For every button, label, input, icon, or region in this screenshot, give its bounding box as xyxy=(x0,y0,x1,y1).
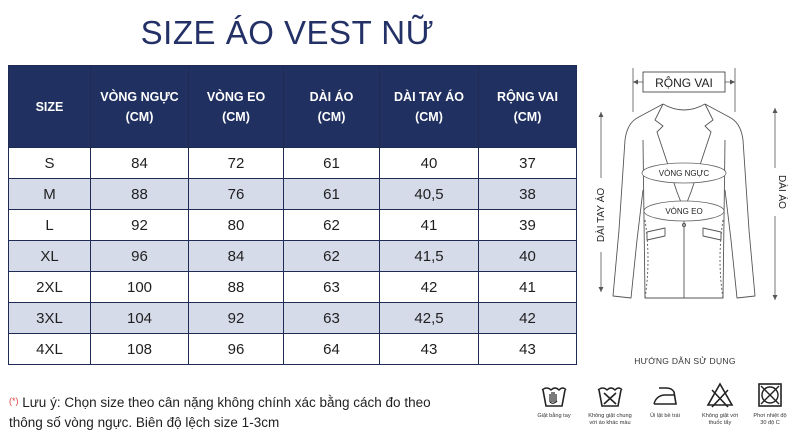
size-table xyxy=(8,65,577,365)
cell-size: S xyxy=(9,148,91,179)
care-item: Phơi nhiệt độ 30 độ C xyxy=(747,380,793,427)
chest-measure xyxy=(642,163,726,183)
cell-length: 62 xyxy=(284,210,380,241)
cell-shoulder: 42 xyxy=(479,303,577,334)
cell-length: 62 xyxy=(284,241,380,272)
table-row xyxy=(9,303,577,334)
cell-size: 3XL xyxy=(9,303,91,334)
cell-shoulder: 38 xyxy=(479,179,577,210)
dry-temp-icon xyxy=(755,380,785,410)
care-label: Giặt bằng tay xyxy=(537,413,571,419)
table-row xyxy=(9,210,577,241)
blazer-diagram xyxy=(585,60,790,310)
care-label: Không giặt chung xyxy=(588,413,632,419)
cell-sleeve: 41,5 xyxy=(380,241,479,272)
note-line-1: Lưu ý: Chọn size theo cân nặng không chính xác bằng cách đo theo xyxy=(22,395,431,410)
cell-shoulder: 40 xyxy=(479,241,577,272)
header-length: DÀI ÁO (CM) xyxy=(284,66,380,148)
care-item xyxy=(642,380,688,420)
cell-sleeve: 43 xyxy=(380,334,479,365)
cell-waist: 96 xyxy=(189,334,284,365)
waist-measure xyxy=(644,201,724,221)
table-header-row xyxy=(9,66,577,148)
cell-waist: 80 xyxy=(189,210,284,241)
chest-label: VÒNG NGỰC xyxy=(658,169,710,178)
cell-length: 63 xyxy=(284,303,380,334)
cell-chest: 104 xyxy=(91,303,189,334)
cell-size: 4XL xyxy=(9,334,91,365)
cell-sleeve: 40,5 xyxy=(380,179,479,210)
cell-sleeve: 40 xyxy=(380,148,479,179)
table-row xyxy=(9,179,577,210)
header-chest: VÒNG NGỰC (CM) xyxy=(91,66,189,148)
cell-waist: 88 xyxy=(189,272,284,303)
cell-shoulder: 37 xyxy=(479,148,577,179)
cell-size: XL xyxy=(9,241,91,272)
header-size: SIZE xyxy=(9,66,91,148)
waist-label: VÒNG EO xyxy=(665,207,703,216)
header-sleeve: DÀI TAY ÁO (CM) xyxy=(380,66,479,148)
cell-shoulder: 43 xyxy=(479,334,577,365)
cell-chest: 96 xyxy=(91,241,189,272)
size-note xyxy=(9,393,431,433)
no-mix-wash-icon xyxy=(595,380,625,410)
shoulder-label: RỘNG VAI xyxy=(655,76,713,90)
cell-waist: 92 xyxy=(189,303,284,334)
cell-size: M xyxy=(9,179,91,210)
cell-chest: 108 xyxy=(91,334,189,365)
care-item xyxy=(531,380,577,420)
cell-chest: 100 xyxy=(91,272,189,303)
table-row xyxy=(9,334,577,365)
cell-chest: 92 xyxy=(91,210,189,241)
cell-length: 63 xyxy=(284,272,380,303)
care-label: Ủi lật bề trái xyxy=(650,413,680,419)
cell-waist: 76 xyxy=(189,179,284,210)
header-waist: VÒNG EO (CM) xyxy=(189,66,284,148)
cell-sleeve: 42 xyxy=(380,272,479,303)
sleeve-label: DÀI TAY ÁO xyxy=(596,187,607,243)
care-item: Không giặt chung với áo khác màu xyxy=(587,380,633,427)
care-label: Phơi nhiệt độ xyxy=(753,413,787,419)
shoulder-measure xyxy=(633,68,735,112)
page-title: SIZE ÁO VEST NỮ xyxy=(140,14,435,51)
header-shoulder: RỘNG VAI (CM) xyxy=(479,66,577,148)
cell-size: L xyxy=(9,210,91,241)
care-guide-title: HƯỚNG DẪN SỬ DỤNG xyxy=(634,356,736,366)
cell-waist: 72 xyxy=(189,148,284,179)
cell-chest: 84 xyxy=(91,148,189,179)
sleeve-measure xyxy=(594,112,607,292)
cell-sleeve: 42,5 xyxy=(380,303,479,334)
cell-shoulder: 41 xyxy=(479,272,577,303)
cell-waist: 84 xyxy=(189,241,284,272)
cell-length: 61 xyxy=(284,179,380,210)
length-label: DÀI ÁO xyxy=(776,175,787,209)
cell-size: 2XL xyxy=(9,272,91,303)
hand-wash-icon xyxy=(539,380,569,410)
no-bleach-icon xyxy=(705,380,735,410)
care-item: Không giặt với thuốc tẩy xyxy=(697,380,743,427)
table-row xyxy=(9,272,577,303)
care-label: Không giặt với xyxy=(701,413,738,419)
length-measure xyxy=(769,108,789,300)
iron-icon xyxy=(650,380,680,410)
cell-shoulder: 39 xyxy=(479,210,577,241)
table-row xyxy=(9,241,577,272)
note-marker: (*) xyxy=(9,396,19,406)
note-line-2: thông số vòng ngực. Biên độ lệch size 1-3cm xyxy=(9,415,280,430)
cell-chest: 88 xyxy=(91,179,189,210)
table-row xyxy=(9,148,577,179)
cell-length: 64 xyxy=(284,334,380,365)
cell-length: 61 xyxy=(284,148,380,179)
cell-sleeve: 41 xyxy=(380,210,479,241)
